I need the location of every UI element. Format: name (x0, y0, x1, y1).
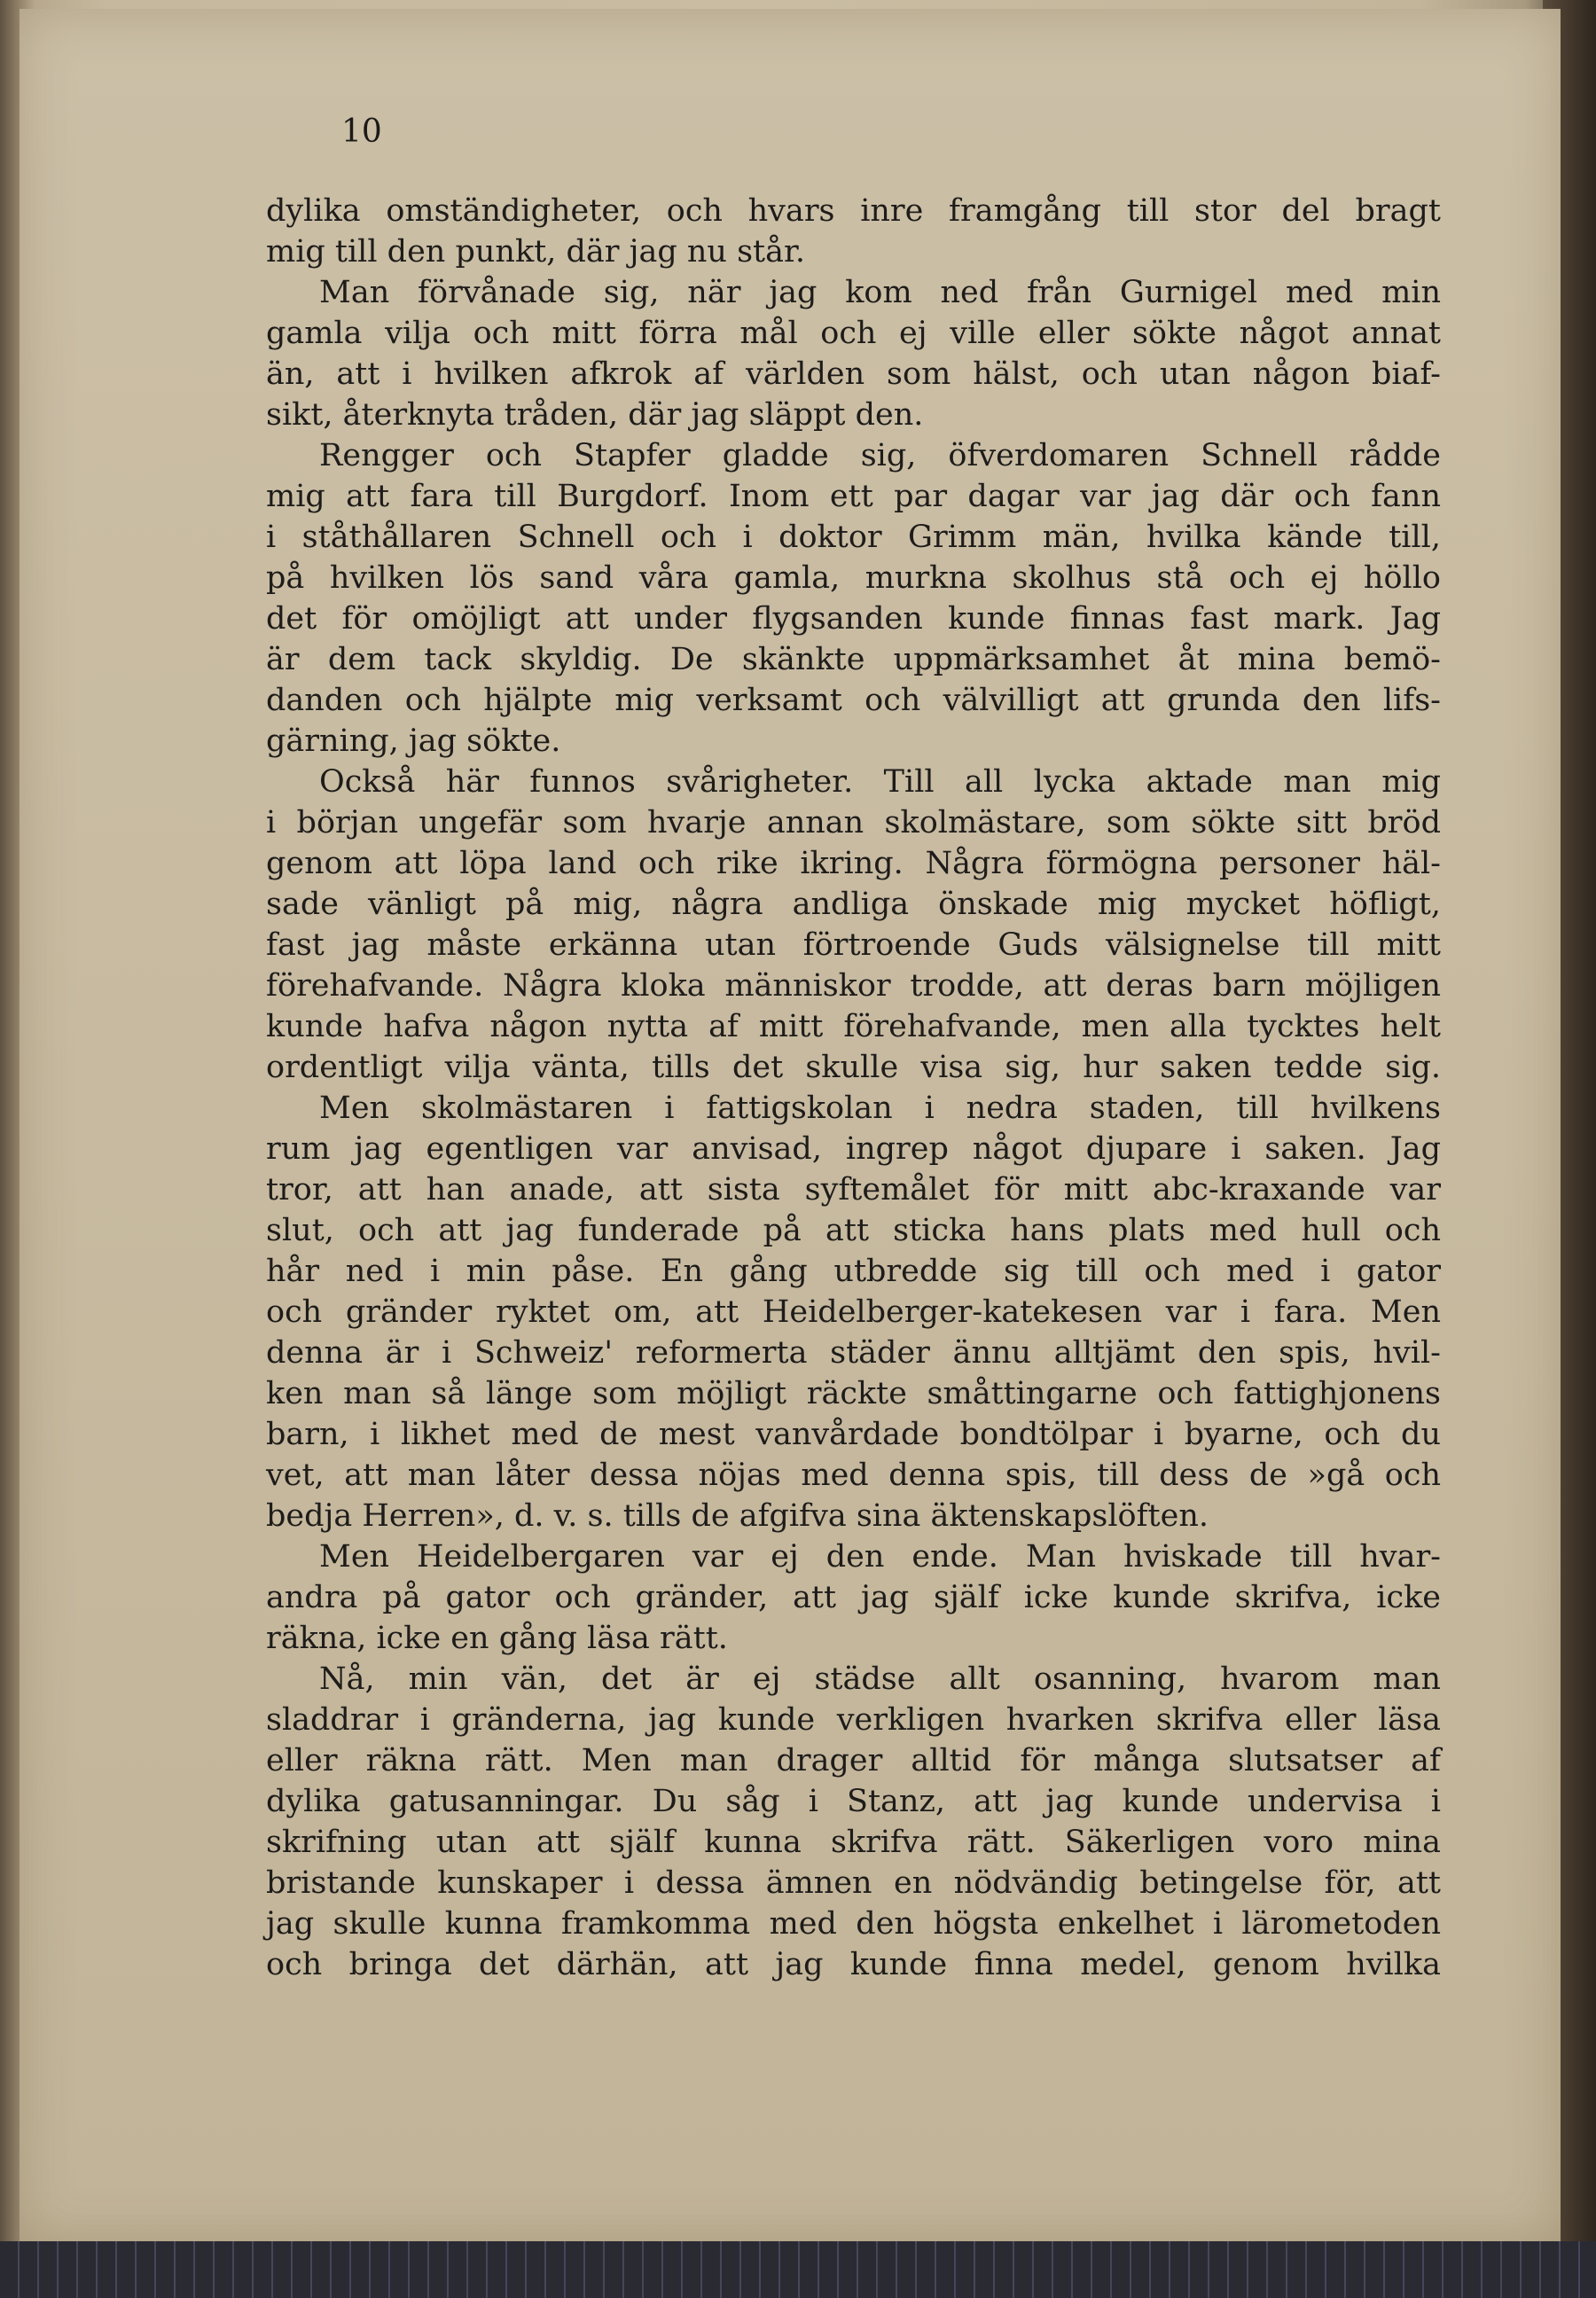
text-line: är dem tack skyldig. De skänkte uppmärksamhet åt mina bemö- (266, 642, 1441, 677)
text-line: vet, att man låter dessa nöjas med denna spis, till dess de »gå och (266, 1458, 1441, 1493)
text-line: skrifning utan att själf kunna skrifva rätt. Säkerligen voro mina (266, 1825, 1441, 1860)
text-line: bedja Herren», d. v. s. tills de afgifva sina äktenskapslöften. (266, 1498, 1209, 1534)
text-line: dylika omständigheter, och hvars inre framgång till stor del bragt (266, 193, 1441, 229)
text-line: sladdrar i gränderna, jag kunde verkligen hvarken skrifva eller läsa (266, 1702, 1441, 1738)
text-line: sade vänligt på mig, några andliga önskade mig mycket höfligt, (266, 887, 1441, 922)
text-line: sikt, återknyta tråden, där jag släppt den. (266, 397, 924, 433)
body-text (266, 191, 1441, 1985)
text-line: än, att i hvilken afkrok af världen som hälst, och utan någon biaf- (266, 356, 1441, 392)
text-line: Men skolmästaren i fattigskolan i nedra staden, till hvilkens (319, 1090, 1441, 1126)
text-line: tror, att han anade, att sista syftemålet för mitt abc-kraxande var (266, 1172, 1441, 1208)
text-line: ordentligt vilja vänta, tills det skulle visa sig, hur saken tedde sig. (266, 1050, 1441, 1085)
text-line: dylika gatusanningar. Du såg i Stanz, att jag kunde undervisa i (266, 1784, 1441, 1819)
text-line: Rengger och Stapfer gladde sig, öfverdomaren Schnell rådde (319, 438, 1441, 473)
text-line: kunde hafva någon nytta af mitt förehafvande, men alla tycktes helt (266, 1009, 1441, 1044)
text-line: danden och hjälpte mig verksamt och välvilligt att grunda den lifs- (266, 683, 1441, 718)
text-line: mig till den punkt, där jag nu står. (266, 234, 805, 270)
text-line: mig att fara till Burgdorf. Inom ett par dagar var jag där och fann (266, 479, 1441, 514)
text-line: Man förvånade sig, när jag kom ned från Gurnigel med min (319, 275, 1441, 310)
text-line: räkna, icke en gång läsa rätt. (266, 1621, 728, 1656)
text-line: Nå, min vän, det är ej städse allt osanning, hvarom man (319, 1661, 1441, 1697)
text-line: hår ned i min påse. En gång utbredde sig till och med i gator (266, 1254, 1441, 1289)
text-line: gamla vilja och mitt förra mål och ej ville eller sökte något annat (266, 316, 1441, 351)
text-line: fast jag måste erkänna utan förtroende Guds välsignelse till mitt (266, 927, 1441, 963)
text-line: det för omöjligt att under flygsanden kunde finnas fast mark. Jag (266, 601, 1441, 637)
text-line: slut, och att jag funderade på att sticka hans plats med hull och (266, 1213, 1441, 1248)
text-line: och gränder ryktet om, att Heidelberger-katekesen var i fara. Men (266, 1294, 1441, 1330)
text-line: andra på gator och gränder, att jag själf icke kunde skrifva, icke (266, 1580, 1441, 1615)
text-line: i början ungefär som hvarje annan skolmästare, som sökte sitt bröd (266, 805, 1441, 840)
text-line: bristande kunskaper i dessa ämnen en nödvändig betingelse för, att (266, 1865, 1441, 1901)
page-number: 10 (341, 113, 382, 150)
text-line: denna är i Schweiz' reformerta städer ännu alltjämt den spis, hvil- (266, 1335, 1441, 1371)
text-line: Också här funnos svårigheter. Till all lycka aktade man mig (319, 764, 1441, 800)
text-line: Men Heidelbergaren var ej den ende. Man hviskade till hvar- (319, 1539, 1441, 1575)
text-line: och bringa det därhän, att jag kunde finna medel, genom hvilka (266, 1947, 1441, 1982)
text-line: gärning, jag sökte. (266, 723, 561, 759)
text-line: barn, i likhet med de mest vanvårdade bondtölpar i byarne, och du (266, 1417, 1441, 1452)
text-line: i ståthållaren Schnell och i doktor Grimm män, hvilka kände till, (266, 520, 1441, 555)
scale-ruler (0, 2241, 1596, 2298)
text-line: jag skulle kunna framkomma med den högsta enkelhet i lärometoden (266, 1906, 1441, 1942)
text-line: rum jag egentligen var anvisad, ingrep något djupare i saken. Jag (266, 1131, 1441, 1167)
text-line: eller räkna rätt. Men man drager alltid för många slutsatser af (266, 1743, 1441, 1778)
text-line: ken man så länge som möjligt räckte småttingarne och fattighjonens (266, 1376, 1441, 1411)
text-line: genom att löpa land och rike ikring. Några förmögna personer häl- (266, 846, 1441, 881)
text-line: på hvilken lös sand våra gamla, murkna skolhus stå och ej höllo (266, 560, 1441, 596)
text-line: förehafvande. Några kloka människor trodde, att deras barn möjligen (266, 968, 1441, 1004)
